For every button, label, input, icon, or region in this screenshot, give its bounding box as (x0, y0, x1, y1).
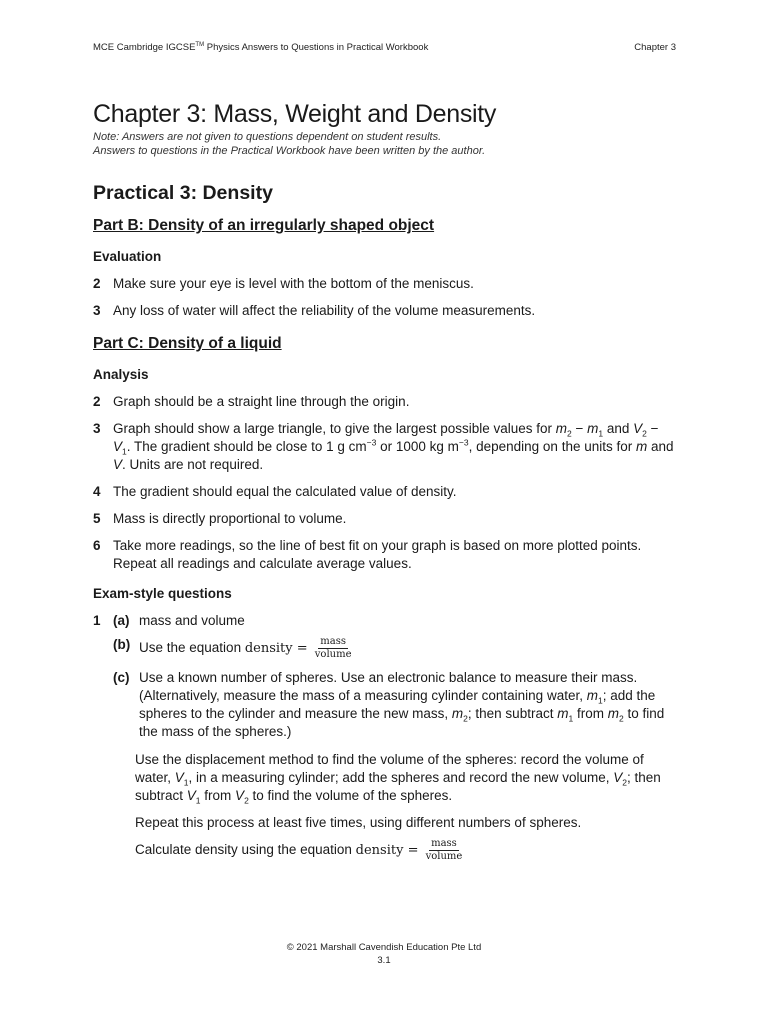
part-b-title: Part B: Density of an irregularly shaped object (93, 217, 435, 234)
running-header (93, 42, 428, 53)
density-equation: density = $\frac{\text{mass}}{\text{volume}}$ (355, 838, 463, 862)
item-text: Take more readings, so the line of best fit on your graph is based on more plotted points. Repeat all readings and calculate average values. (113, 538, 642, 571)
answer-paragraph: Use the displacement method to find the volume of the spheres: record the volume of water, $V_1$, in a measuring cylinder; add the spheres and record the new volume, $V_2$; then subtract $V_1$ from $V_2$ to find the volume of the spheres. (135, 752, 661, 806)
header-title-prefix: MCE Cambridge IGCSE (93, 42, 196, 53)
answer-text: Use the equation density = $\frac{\text{mass}}{\text{volume}}$ (139, 636, 352, 660)
item-number: 4 (93, 484, 101, 499)
question-1c (93, 669, 677, 741)
list-item (93, 483, 677, 501)
answer-text: Use a known number of spheres. Use an electronic balance to measure their mass. (Alternatively, measure the mass of a measuring cylinder containing water, $m_1$; add the spheres to the cylinder and measure the new mass, $m_2$; then subtract $m_1$ from $m_2$ to find the mass of the spheres.) (139, 670, 665, 739)
header-chapter-label: Chapter 3 (634, 42, 676, 53)
header-title-suffix: Physics Answers to Questions in Practical Workbook (204, 42, 429, 53)
list-item (93, 537, 677, 573)
evaluation-heading: Evaluation (93, 249, 162, 264)
part-label: (a) (113, 613, 130, 628)
note-line-1: Note: Answers are not given to questions dependent on student results. (93, 131, 442, 143)
list-item (93, 302, 677, 320)
item-text: Mass is directly proportional to volume. (113, 511, 347, 526)
question-number: 1 (93, 613, 101, 628)
density-equation: density = $\frac{\text{mass}}{\text{volume}}$ (244, 636, 352, 660)
list-item (93, 510, 677, 528)
item-text: Any loss of water will affect the reliability of the volume measurements. (113, 303, 536, 318)
item-text: Graph should be a straight line through the origin. (113, 394, 410, 409)
answer-text: mass and volume (139, 613, 245, 628)
analysis-heading: Analysis (93, 367, 149, 382)
exam-questions-heading: Exam-style questions (93, 586, 232, 601)
item-text: Graph should show a large triangle, to give the largest possible values for $m_2 - m_1$ and $V_2 - V_1$. The gradient should be close to 1 g $cm^{-3}$ or 1000 kg $m^{-3}$, depending on the units for m and V. Units are not required. (113, 421, 674, 472)
note-line-2: Answers to questions in the Practical Workbook have been written by the author. (93, 145, 486, 157)
answer-paragraph: Repeat this process at least five times, using different numbers of spheres. (135, 815, 582, 830)
item-number: 5 (93, 511, 101, 526)
trademark-mark: TM (195, 41, 205, 48)
item-text: Make sure your eye is level with the bottom of the meniscus. (113, 276, 474, 291)
practical-title: Practical 3: Density (93, 182, 273, 204)
item-number: 3 (93, 303, 101, 318)
item-number: 3 (93, 421, 101, 436)
item-number: 6 (93, 538, 101, 553)
copyright-footer: © 2021 Marshall Cavendish Education Pte Ltd (286, 942, 482, 953)
list-item (93, 420, 677, 474)
chapter-title: Chapter 3: Mass, Weight and Density (93, 100, 497, 128)
page-number: 3.1 (377, 955, 391, 966)
item-number: 2 (93, 276, 101, 291)
question-1b (93, 636, 677, 661)
page-content (93, 98, 677, 863)
item-number: 2 (93, 394, 101, 409)
part-c-title: Part C: Density of a liquid (93, 335, 282, 352)
answer-paragraph: Calculate density using the equation density = $\frac{\text{mass}}{\text{volume}}$ (135, 838, 463, 862)
item-text: The gradient should equal the calculated value of density. (113, 484, 457, 499)
list-item (93, 275, 677, 293)
part-label: (c) (113, 670, 130, 685)
question-1a (93, 612, 677, 630)
part-label: (b) (113, 637, 131, 652)
list-item (93, 393, 677, 411)
